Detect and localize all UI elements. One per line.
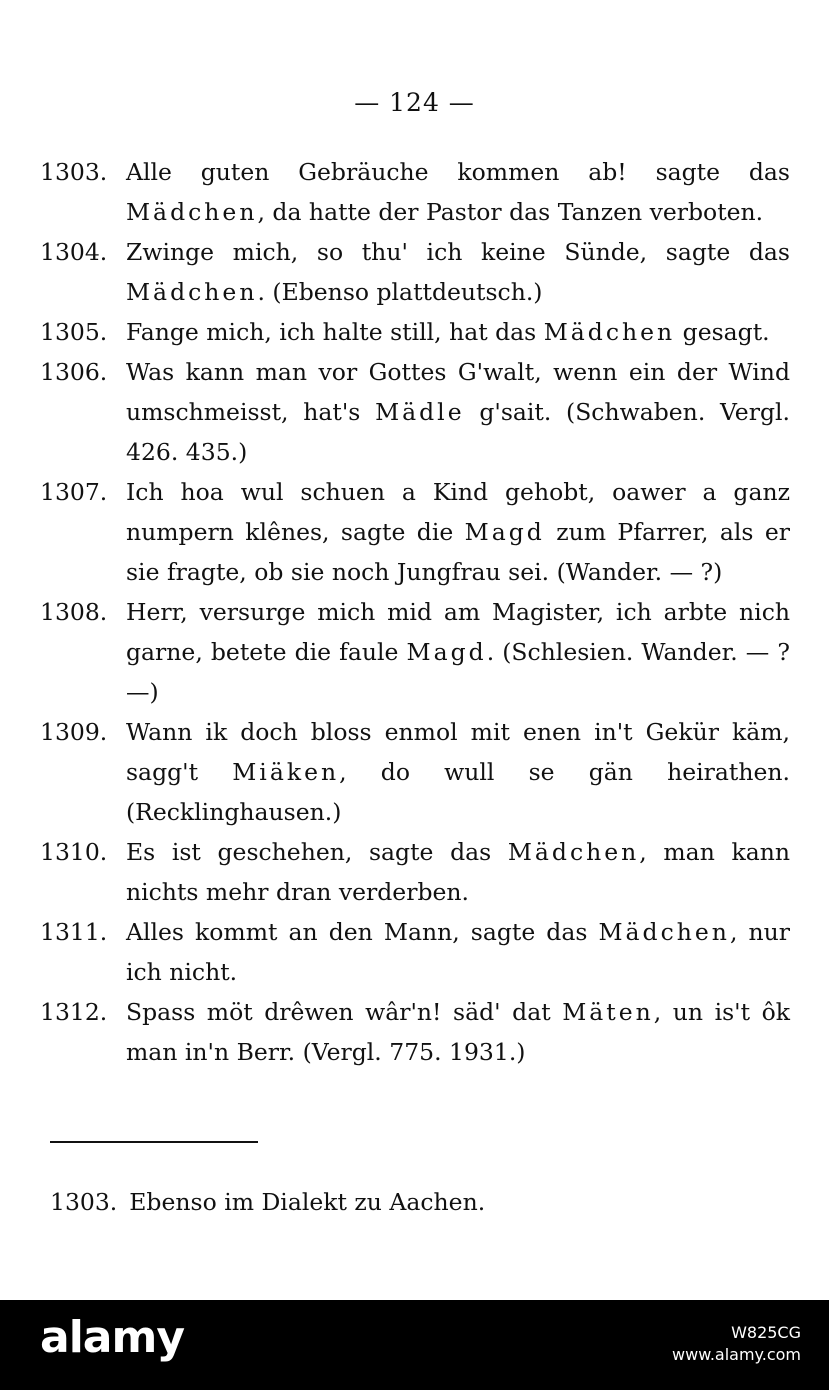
emphasized-word: Mädchen [126, 198, 258, 226]
footnote-number: 1303. [50, 1188, 118, 1216]
text-run: Was kann man vor Gottes G'walt, wenn ein der Wind umschmeisst, hat's [126, 358, 790, 426]
text-run: , da hatte der Pastor das Tanzen verboten. [257, 198, 764, 226]
proverb-entry [40, 832, 790, 912]
proverb-text [126, 472, 790, 592]
emphasized-word: Mädchen [507, 838, 640, 866]
emphasized-word: Mädchen [126, 278, 258, 306]
proverb-entry [40, 912, 790, 992]
emphasized-word: Magd [464, 518, 545, 546]
emphasized-word: Mädle [375, 398, 465, 426]
proverb-entry [40, 592, 790, 712]
proverb-text [126, 712, 790, 832]
proverb-text [126, 352, 790, 472]
emphasized-word: Miäken [232, 758, 340, 786]
proverb-number: 1309. [40, 718, 108, 746]
proverb-number: 1303. [40, 158, 108, 186]
proverb-entry [40, 712, 790, 832]
text-run: Zwinge mich, so thu' ich keine Sünde, sagte das [126, 238, 790, 266]
text-run: , man kann nichts mehr dran verderben. [126, 838, 790, 906]
proverb-number: 1307. [40, 478, 108, 506]
proverb-number: 1311. [40, 918, 108, 946]
emphasized-word: Mädchen [543, 318, 676, 346]
proverb-entry [40, 152, 790, 232]
proverb-text [126, 232, 790, 312]
text-run: . (Ebenso plattdeutsch.) [257, 278, 543, 306]
proverb-text [126, 832, 790, 912]
text-run: , nur ich nicht. [126, 918, 790, 986]
proverb-entry [40, 312, 790, 352]
proverb-number: 1308. [40, 598, 108, 626]
text-run: Es ist geschehen, sagte das [126, 838, 508, 866]
footnote-text: Ebenso im Dialekt zu Aachen. [129, 1188, 486, 1216]
proverb-entry [40, 472, 790, 592]
footnote-rule [50, 1141, 258, 1143]
proverb-text [126, 992, 790, 1072]
text-run: g'sait. (Schwaben. Vergl. 426. 435.) [126, 398, 790, 466]
emphasized-word: Magd [406, 638, 487, 666]
proverb-number: 1304. [40, 238, 108, 266]
text-run: Alles kommt an den Mann, sagte das [126, 918, 599, 946]
emphasized-word: Mäten [562, 998, 654, 1026]
proverb-text [126, 152, 790, 232]
stock-id-block [672, 1322, 801, 1366]
page-number: — 124 — [354, 88, 475, 117]
proverb-entry [40, 352, 790, 472]
text-run: Spass möt drêwen wâr'n! säd' dat [126, 998, 563, 1026]
text-run: Herr, versurge mich mid am Magister, ich arbte nich garne, betete die faule [126, 598, 790, 666]
proverb-text [126, 912, 790, 992]
text-run: Alle guten Gebräuche kommen ab! sagte das [126, 158, 790, 186]
text-run: . (Schlesien. Wander. — ? —) [126, 638, 790, 706]
site-url: www.alamy.com [672, 1345, 801, 1364]
proverb-number: 1305. [40, 318, 108, 346]
proverb-entry [40, 232, 790, 312]
text-run: Ich hoa wul schuen a Kind gehobt, oawer a ganz numpern klênes, sagte die [126, 478, 790, 546]
proverb-number: 1310. [40, 838, 108, 866]
text-run: , un is't ôk man in'n Berr. (Vergl. 775. 1931.) [126, 998, 790, 1066]
alamy-logo: alamy [40, 1312, 184, 1363]
proverb-text [126, 312, 790, 352]
text-run: zum Pfarrer, als er sie fragte, ob sie noch Jungfrau sei. (Wander. — ?) [126, 518, 790, 586]
text-run: Wann ik doch bloss enmol mit enen in't Gekür käm, sagg't [126, 718, 790, 786]
emphasized-word: Mädchen [598, 918, 730, 946]
proverb-list [40, 152, 790, 1072]
proverb-entry [40, 992, 790, 1072]
text-run: gesagt. [675, 318, 770, 346]
image-id: W825CG [731, 1323, 801, 1342]
proverb-number: 1312. [40, 998, 108, 1026]
proverb-text [126, 592, 790, 712]
proverb-number: 1306. [40, 358, 108, 386]
text-run: Fange mich, ich halte still, hat das [126, 318, 544, 346]
text-run: , do wull se gän heirathen. (Recklinghausen.) [126, 758, 791, 826]
footnote [50, 1182, 790, 1222]
